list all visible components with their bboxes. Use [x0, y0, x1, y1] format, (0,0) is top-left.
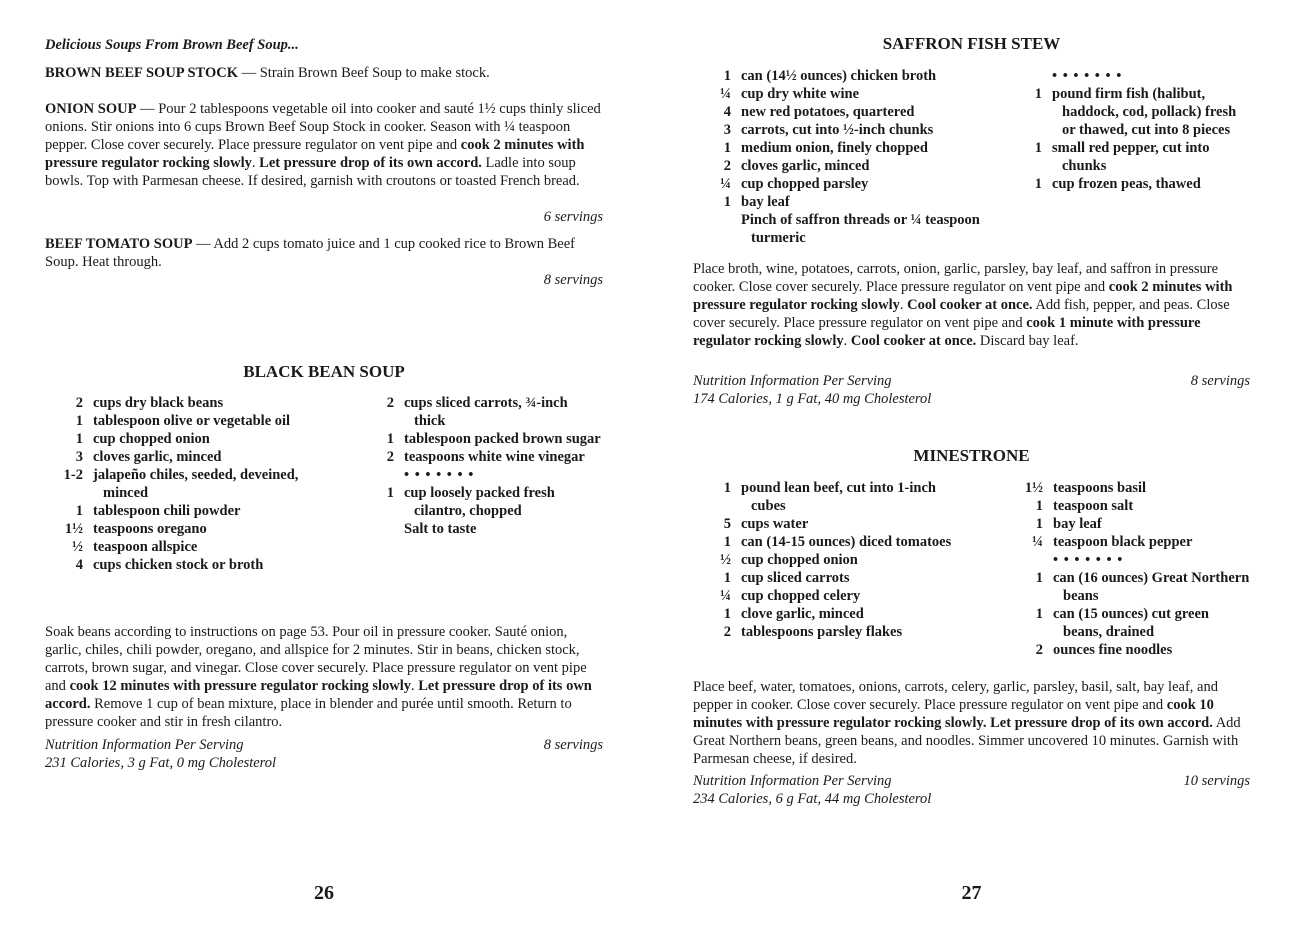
ingredient-text: bay leaf	[1053, 516, 1102, 532]
black-bean-nutrition: 231 Calories, 3 g Fat, 0 mg Cholesterol	[45, 755, 277, 771]
nutrition-label: Nutrition Information Per Serving	[693, 373, 892, 389]
ingredient-item	[55, 448, 305, 466]
ingredient-item	[1015, 605, 1250, 641]
ingredient-text: medium onion, finely chopped	[741, 140, 928, 156]
onion-servings: 6 servings	[543, 209, 603, 225]
saffron-title: SAFFRON FISH STEW	[882, 34, 1061, 53]
ingredient-text: cup chopped onion	[741, 552, 858, 568]
minestrone-text: Place beef, water, tomatoes, onions, carrots, celery, garlic, parsley, basil, salt, bay leaf, and pepper in cooker. Close cover securely. Place pressure regulator on vent pipe and	[693, 679, 1218, 713]
black-bean-nutrition-row	[45, 736, 603, 754]
ingredient-text: cups chicken stock or broth	[93, 557, 264, 573]
ingredient-item	[1015, 569, 1250, 605]
ingredient-text: Salt to taste	[404, 521, 477, 537]
ingredient-item	[703, 569, 973, 587]
ingredient-quantity: 1	[723, 606, 731, 622]
ingredient-item	[703, 139, 993, 157]
ingredient-quantity: ¼	[720, 86, 731, 102]
black-bean-bold-instruction: cook 12 minutes with pressure regulator rocking slowly	[69, 678, 411, 694]
minestrone-instructions	[693, 678, 1250, 768]
ingredient-quantity: 2	[75, 395, 83, 411]
saffron-instructions	[693, 260, 1250, 350]
ingredient-item	[380, 448, 602, 466]
black-bean-text: .	[411, 678, 419, 694]
onion-text: .	[251, 155, 260, 171]
ingredient-item	[55, 412, 305, 430]
ingredient-text: pound lean beef, cut into 1-inch cubes	[741, 480, 936, 514]
nutrition-label: Nutrition Information Per Serving	[45, 737, 244, 753]
ingredient-item	[703, 605, 973, 623]
ingredient-quantity: 1	[723, 140, 731, 156]
minestrone-nutrition: 234 Calories, 6 g Fat, 44 mg Cholesterol	[693, 791, 932, 807]
ingredient-text: teaspoon black pepper	[1053, 534, 1193, 550]
saffron-text: .	[899, 297, 908, 313]
ingredient-quantity: 1	[1035, 606, 1043, 622]
ingredient-item	[1015, 497, 1250, 515]
ingredient-quantity: 2	[723, 624, 731, 640]
ingredient-text: teaspoons oregano	[93, 521, 207, 537]
ingredient-item	[1028, 85, 1250, 139]
onion-paragraph	[45, 100, 603, 190]
ingredient-item	[703, 533, 973, 551]
tomato-title: BEEF TOMATO SOUP	[45, 236, 193, 252]
ingredient-separator: • • • • • • •	[1052, 68, 1123, 84]
minestrone-servings: 10 servings	[1183, 773, 1250, 789]
onion-bold-instruction: Let pressure drop of its own accord.	[259, 155, 482, 171]
ingredient-text: cup frozen peas, thawed	[1052, 176, 1201, 192]
ingredient-item	[703, 175, 993, 193]
saffron-nutrition-row	[693, 372, 1250, 390]
tomato-servings: 8 servings	[543, 272, 603, 288]
minestrone-bold-instruction: cook 10 minutes with pressure regulator rocking slowly. Let pressure drop of its own accord.	[693, 697, 1214, 731]
ingredient-quantity: 3	[723, 122, 731, 138]
ingredient-text: cup dry white wine	[741, 86, 860, 102]
ingredient-quantity: 5	[723, 516, 731, 532]
ingredient-quantity: 1	[723, 534, 731, 550]
ingredient-quantity: 1	[75, 413, 83, 429]
tomato-paragraph	[45, 235, 603, 271]
ingredient-item	[55, 556, 305, 574]
ingredient-quantity: 1	[75, 431, 83, 447]
ingredient-item	[703, 623, 973, 641]
ingredient-text: tablespoon packed brown sugar	[404, 431, 601, 447]
ingredient-quantity: 1	[1035, 516, 1043, 532]
ingredient-text: small red pepper, cut into chunks	[1052, 140, 1210, 174]
ingredient-quantity: 1	[75, 503, 83, 519]
ingredient-quantity: ½	[720, 552, 731, 568]
ingredient-text: tablespoons parsley flakes	[741, 624, 903, 640]
ingredient-quantity: 2	[1035, 642, 1043, 658]
ingredient-quantity: 1	[1035, 498, 1043, 514]
minestrone-ingredients-col1	[703, 479, 973, 641]
ingredient-item	[703, 157, 993, 175]
ingredient-text: Pinch of saffron threads or ¼ teaspoon turmeric	[741, 212, 980, 246]
ingredient-separator: • • • • • • •	[404, 467, 475, 483]
ingredient-text: teaspoon allspice	[93, 539, 198, 555]
stock-text: — Strain Brown Beef Soup to make stock.	[237, 65, 490, 81]
ingredient-quantity: 2	[386, 395, 394, 411]
ingredient-text: teaspoons basil	[1053, 480, 1147, 496]
ingredient-item	[703, 193, 993, 211]
ingredient-quantity: 4	[723, 104, 731, 120]
ingredient-text: carrots, cut into ½-inch chunks	[741, 122, 934, 138]
ingredient-text: tablespoon chili powder	[93, 503, 241, 519]
onion-text: — Pour 2 tablespoons vegetable oil into cooker and sauté 1½ cups thinly sliced onions. Stir onions into 6 cups Brown Beef Soup Stock in cooker. Season with ¼ teaspoon pepper. Close cover securely. Place pressure regulator on vent pipe and	[45, 101, 601, 153]
ingredient-quantity: 1	[1034, 176, 1042, 192]
ingredient-text: new red potatoes, quartered	[741, 104, 915, 120]
ingredient-text: can (14½ ounces) chicken broth	[741, 68, 937, 84]
section-header: Delicious Soups From Brown Beef Soup...	[45, 37, 299, 53]
ingredient-quantity: 1-2	[63, 467, 83, 483]
minestrone-nutrition-row	[693, 772, 1250, 790]
black-bean-bold-instruction: Let pressure drop of its own accord.	[45, 678, 592, 712]
ingredient-quantity: 1	[1034, 86, 1042, 102]
ingredient-item	[380, 484, 602, 520]
ingredient-quantity: 1	[386, 485, 394, 501]
page-number-right: 27	[961, 882, 982, 904]
ingredient-item	[55, 520, 305, 538]
saffron-servings: 8 servings	[1190, 373, 1250, 389]
minestrone-text: Add Great Northern beans, green beans, and noodles. Simmer uncovered 10 minutes. Garnish with Parmesan cheese, if desired.	[693, 715, 1241, 767]
ingredient-text: cups sliced carrots, ¾-inch thick	[404, 395, 568, 429]
ingredient-item	[703, 85, 993, 103]
saffron-text: .	[843, 333, 851, 349]
ingredient-quantity: ¼	[720, 176, 731, 192]
ingredient-quantity: ¼	[1032, 534, 1043, 550]
ingredient-item	[703, 103, 993, 121]
ingredient-quantity: 2	[386, 449, 394, 465]
minestrone-title: MINESTRONE	[913, 446, 1030, 465]
ingredient-item	[380, 430, 602, 448]
minestrone-ingredients-col2	[1015, 479, 1250, 659]
ingredient-item	[55, 394, 305, 412]
ingredient-quantity: 1	[723, 194, 731, 210]
ingredient-text: can (15 ounces) cut green beans, drained	[1053, 606, 1209, 640]
ingredient-item	[703, 587, 973, 605]
saffron-bold-instruction: cook 2 minutes with pressure regulator rocking slowly	[693, 279, 1233, 313]
ingredient-item	[1028, 139, 1250, 175]
saffron-bold-instruction: Cool cooker at once.	[907, 297, 1033, 313]
ingredient-quantity: 1½	[1024, 480, 1043, 496]
ingredient-quantity: 1	[723, 480, 731, 496]
stock-title: BROWN BEEF SOUP STOCK	[45, 65, 238, 81]
nutrition-label: Nutrition Information Per Serving	[693, 773, 892, 789]
ingredient-text: cloves garlic, minced	[93, 449, 222, 465]
ingredient-text: can (16 ounces) Great Northern beans	[1053, 570, 1250, 604]
ingredient-item	[55, 430, 305, 448]
saffron-bold-instruction: cook 1 minute with pressure regulator rocking slowly	[693, 315, 1201, 349]
ingredient-item	[55, 502, 305, 520]
saffron-ingredients-col2	[1028, 67, 1250, 193]
ingredient-item	[1028, 175, 1250, 193]
ingredient-quantity: 1	[1034, 140, 1042, 156]
ingredient-item	[380, 466, 602, 484]
ingredient-text: can (14-15 ounces) diced tomatoes	[741, 534, 952, 550]
ingredient-quantity: 1½	[64, 521, 83, 537]
ingredient-text: teaspoon salt	[1053, 498, 1134, 514]
ingredient-item	[1015, 641, 1250, 659]
saffron-text: Place broth, wine, potatoes, carrots, onion, garlic, parsley, bay leaf, and saffron in pressure cooker. Close cover securely. Place pressure regulator on vent pipe and	[693, 261, 1219, 295]
tomato-text: — Add 2 cups tomato juice and 1 cup cooked rice to Brown Beef Soup. Heat through.	[45, 236, 575, 270]
ingredient-text: cup chopped parsley	[741, 176, 869, 192]
ingredient-item	[703, 121, 993, 139]
ingredient-text: cup sliced carrots	[741, 570, 850, 586]
ingredient-item	[1015, 479, 1250, 497]
ingredient-item	[380, 520, 602, 538]
ingredient-text: clove garlic, minced	[741, 606, 864, 622]
ingredient-item	[55, 466, 305, 502]
ingredient-quantity: 4	[75, 557, 83, 573]
ingredient-quantity: 2	[723, 158, 731, 174]
ingredient-text: cup chopped celery	[741, 588, 861, 604]
ingredient-text: ounces fine noodles	[1053, 642, 1173, 658]
saffron-nutrition: 174 Calories, 1 g Fat, 40 mg Cholesterol	[693, 391, 932, 407]
black-bean-servings: 8 servings	[543, 737, 603, 753]
ingredient-text: cup chopped onion	[93, 431, 210, 447]
black-bean-instructions	[45, 623, 603, 731]
left-page	[45, 0, 603, 936]
ingredient-text: jalapeño chiles, seeded, deveined, minced	[93, 467, 299, 501]
saffron-text: Add fish, pepper, and peas. Close cover securely. Place pressure regulator on vent pipe and	[693, 297, 1230, 331]
ingredient-item	[55, 538, 305, 556]
onion-text: Ladle into soup bowls. Top with Parmesan cheese. If desired, garnish with croutons or toasted French bread.	[45, 155, 580, 189]
ingredient-item	[703, 67, 993, 85]
right-page	[693, 0, 1250, 936]
ingredient-quantity: 1	[386, 431, 394, 447]
saffron-bold-instruction: Cool cooker at once.	[850, 333, 977, 349]
ingredient-quantity: ¼	[720, 588, 731, 604]
ingredient-text: cups water	[741, 516, 809, 532]
stock-paragraph	[45, 64, 603, 82]
black-bean-ingredients-col2	[380, 394, 602, 538]
black-bean-text: Remove 1 cup of bean mixture, place in blender and purée until smooth. Return to pressure cooker and stir in fresh cilantro.	[45, 696, 572, 730]
ingredient-quantity: 1	[1035, 570, 1043, 586]
ingredient-text: bay leaf	[741, 194, 790, 210]
ingredient-item	[1015, 515, 1250, 533]
ingredient-item	[703, 515, 973, 533]
ingredient-item	[703, 551, 973, 569]
black-bean-text: Soak beans according to instructions on page 53. Pour oil in pressure cooker. Sauté onion, garlic, chiles, chili powder, oregano, and allspice for 2 minutes. Stir in beans, chicken stock, carrots, brown sugar, and vinegar. Close cover securely. Place pressure regulator on vent pipe and	[45, 624, 587, 694]
onion-title: ONION SOUP	[45, 101, 137, 117]
ingredient-separator: • • • • • • •	[1053, 552, 1124, 568]
ingredient-text: cup loosely packed fresh cilantro, chopped	[404, 485, 555, 519]
ingredient-text: tablespoon olive or vegetable oil	[93, 413, 291, 429]
black-bean-ingredients-col1	[55, 394, 305, 574]
ingredient-quantity: 3	[75, 449, 83, 465]
ingredient-item	[1028, 67, 1250, 85]
ingredient-item	[703, 479, 973, 515]
ingredient-quantity: ½	[72, 539, 83, 555]
ingredient-text: pound firm fish (halibut, haddock, cod, pollack) fresh or thawed, cut into 8 pieces	[1052, 86, 1237, 138]
ingredient-item	[1015, 551, 1250, 569]
saffron-text: Discard bay leaf.	[976, 333, 1079, 349]
ingredient-text: teaspoons white wine vinegar	[404, 449, 585, 465]
ingredient-quantity: 1	[723, 570, 731, 586]
page-number-left: 26	[314, 882, 334, 904]
saffron-ingredients-col1	[703, 67, 993, 247]
ingredient-text: cloves garlic, minced	[741, 158, 870, 174]
onion-bold-instruction: cook 2 minutes with pressure regulator rocking slowly	[45, 137, 585, 171]
ingredient-quantity: 1	[723, 68, 731, 84]
black-bean-title: BLACK BEAN SOUP	[243, 362, 405, 381]
ingredient-text: cups dry black beans	[93, 395, 224, 411]
ingredient-item	[703, 211, 993, 247]
ingredient-item	[1015, 533, 1250, 551]
ingredient-item	[380, 394, 602, 430]
